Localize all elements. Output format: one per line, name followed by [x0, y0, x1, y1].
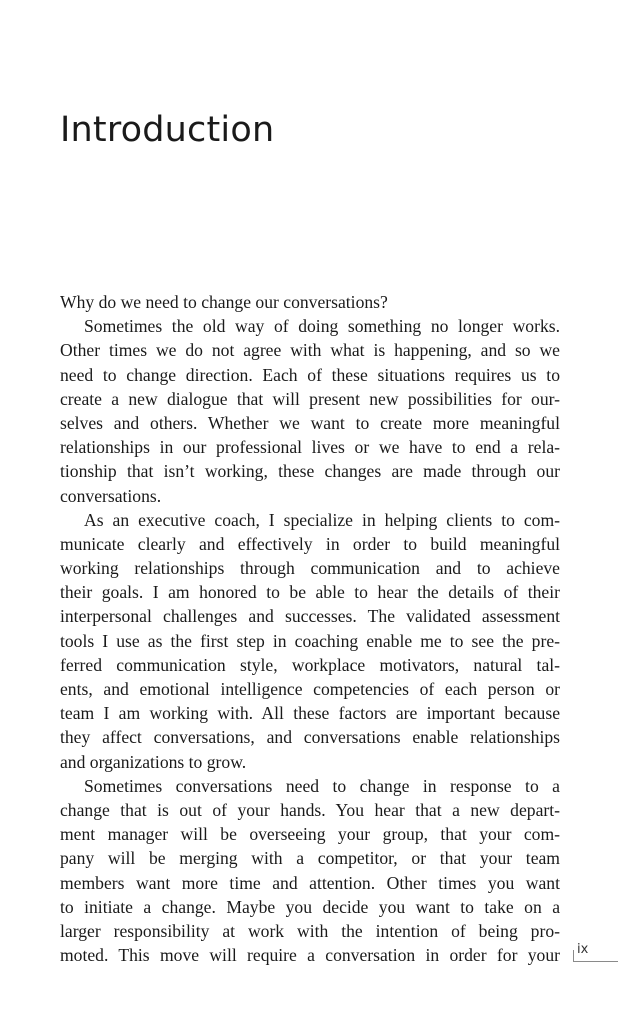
text-line: members want more time and attention. Other times you want	[60, 872, 560, 893]
text-line: ferred communication style, workplace motivators, natural tal-	[60, 654, 560, 675]
text-line: ents, and emotional intelligence competencies of each person or	[60, 679, 560, 699]
text-line: Sometimes conversations need to change in response to a	[84, 775, 560, 796]
folio-rule-horizontal	[573, 961, 618, 962]
text-line: Why do we need to change our conversations?	[60, 292, 388, 312]
text-line: ment manager will be overseeing your group, that your com-	[60, 824, 560, 845]
text-line: Other times we do not agree with what is happening, and so we	[60, 340, 560, 361]
text-line: working relationships through communication and to achieve	[60, 558, 560, 579]
text-line: pany will be merging with a competitor, or that your team	[60, 848, 560, 869]
text-line: interpersonal challenges and successes. The validated assessment	[60, 606, 560, 627]
text-line: municate clearly and effectively in order to build meaningful	[60, 533, 560, 554]
body-text	[60, 290, 560, 967]
text-line: tools I use as the first step in coaching enable me to see the pre-	[60, 630, 560, 651]
text-line: conversations.	[60, 485, 162, 506]
text-line: tionship that isn’t working, these changes are made through our	[60, 461, 560, 482]
text-line: team I am working with. All these factors are important because	[60, 703, 560, 724]
chapter-title: Introduction	[60, 110, 275, 150]
page-number: ix	[577, 942, 589, 957]
text-line: selves and others. Whether we want to create more meaningful	[60, 412, 560, 433]
text-line: larger responsibility at work with the intention of being pro-	[60, 920, 560, 941]
text-line: create a new dialogue that will present new possibilities for our-	[60, 388, 560, 409]
text-line: need to change direction. Each of these situations requires us to	[60, 364, 560, 385]
text-line: to initiate a change. Maybe you decide you want to take on a	[60, 896, 560, 917]
text-line: moted. This move will require a conversation in order for your	[60, 945, 560, 966]
text-line: their goals. I am honored to be able to hear the details of their	[60, 582, 560, 603]
text-line: As an executive coach, I specialize in helping clients to com-	[84, 509, 560, 530]
text-line: and organizations to grow.	[60, 751, 247, 772]
text-line: they affect conversations, and conversations enable relationships	[60, 727, 560, 748]
text-line: Sometimes the old way of doing something no longer works.	[84, 316, 560, 337]
text-line: relationships in our professional lives or we have to end a rela-	[60, 437, 560, 458]
text-line: change that is out of your hands. You hear that a new depart-	[60, 799, 560, 820]
